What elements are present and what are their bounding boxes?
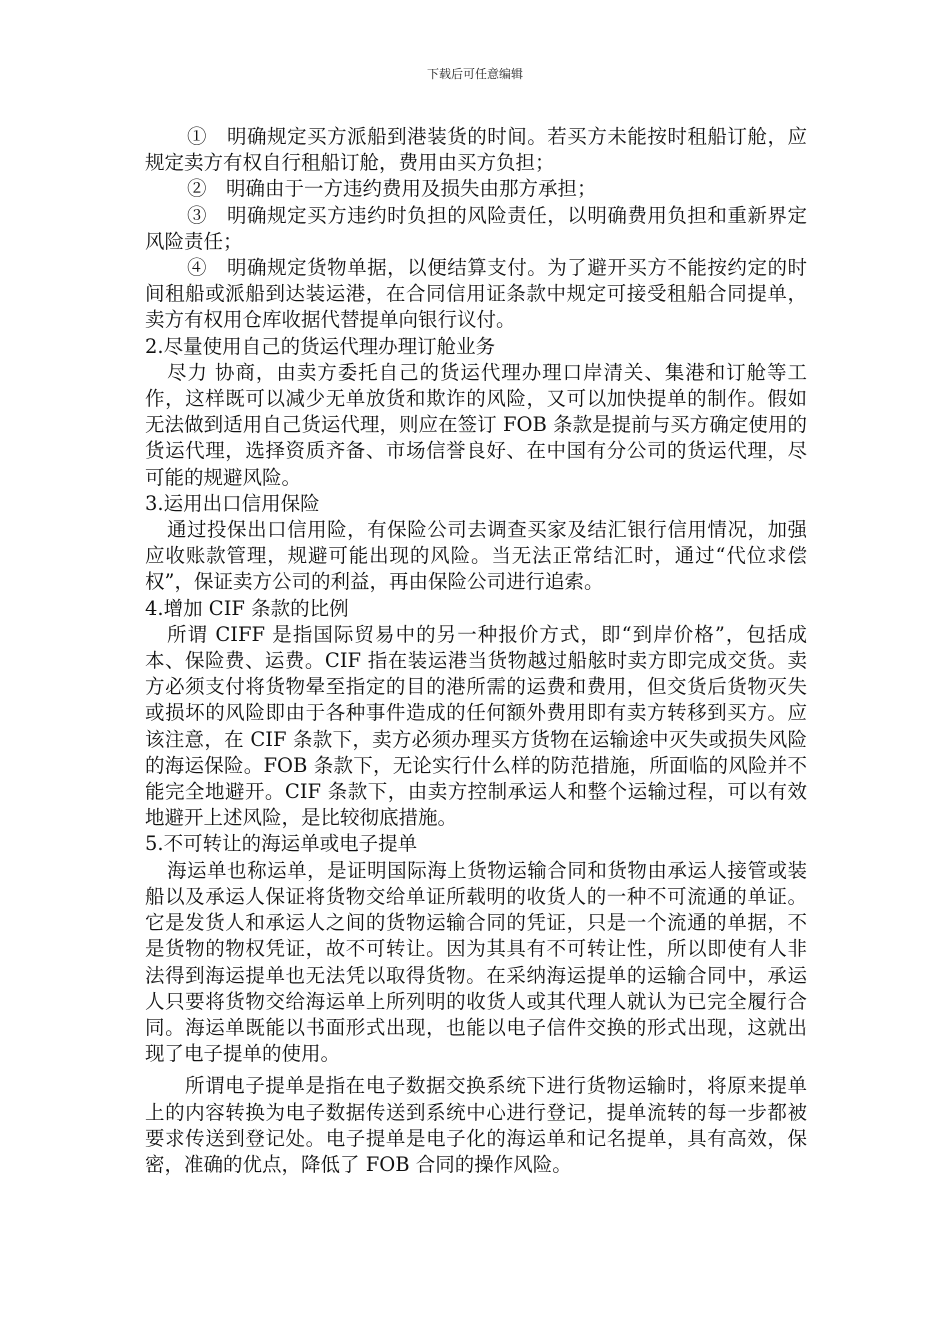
section-heading-4: 4.增加 CIF 条款的比例 (145, 596, 349, 620)
list-item-1: ① 明确规定买方派船到港装货的时间。若买方未能按时租船订舱，应规定卖方有权自行租船订舱，费用由买方负担； (145, 125, 807, 175)
section-heading-5: 5.不可转让的海运单或电子提单 (145, 832, 418, 856)
document-body (145, 124, 807, 1178)
list-item-4: ④ 明确规定货物单据，以便结算支付。为了避开买方不能按约定的时间租船或派船到达装运港，在合同信用证条款中规定可接受租船合同提单，卖方有权用仓库收据代替提单向银行议付。 (145, 256, 807, 332)
paragraph-freight-agent: 尽力 协商，由卖方委托自己的货运代理办理口岸清关、集港和订舱等工作，这样既可以减少无单放货和欺诈的风险，又可以加快提单的制作。假如无法做到适用自己货运代理，则应在签订 FOB 条款是提前与买方确定使用的货运代理，选择资质齐备、市场信誉良好、在中国有分公司的货运代理，尽可能的规避风险。 (145, 360, 807, 489)
page-header: 下载后可任意编辑 (426, 67, 523, 81)
paragraph-electronic-bill: 所谓电子提单是指在电子数据交换系统下进行货物运输时，将原来提单上的内容转换为电子数据传送到系统中心进行登记，提单流转的每一步都被要求传送到登记处。电子提单是电子化的海运单和记名提单，具有高效，保密，准确的优点，降低了 FOB 合同的操作风险。 (145, 1074, 807, 1176)
list-item-2: ② 明确由于一方违约费用及损失由那方承担； (187, 177, 597, 201)
paragraph-sea-waybill: 海运单也称运单，是证明国际海上货物运输合同和货物由承运人接管或装船以及承运人保证将货物交给单证所载明的收货人的一种不可流通的单证。它是发货人和承运人之间的货物运输合同的凭证，只是一个流通的单据，不是货物的物权凭证，故不可转让。因为其具有不可转让性，所以即使有人非法得到海运提单也无法凭以取得货物。在采纳海运提单的运输合同中，承运人只要将货物交给海运单上所列明的收货人或其代理人就认为已完全履行合同。海运单既能以书面形式出现，也能以电子信件交换的形式出现，这就出现了电子提单的使用。 (145, 858, 807, 1066)
paragraph-credit-insurance: 通过投保出口信用险，有保险公司去调查买家及结汇银行信用情况，加强应收账款管理，规避可能出现的风险。当无法正常结汇时，通过“代位求偿权”，保证卖方公司的利益，再由保险公司进行追索。 (145, 518, 807, 594)
paragraph-cif: 所谓 CIFF 是指国际贸易中的另一种报价方式，即“到岸价格”，包括成本、保险费、运费。CIF 指在装运港当货物越过船舷时卖方即完成交货。卖方必须支付将货物晕至指定的目的港所需的运费和费用，但交货后货物灭失或损坏的风险即由于各种事件造成的任何额外费用即有卖方转移到买方。应该注意，在 CIF 条款下，卖方必须办理买方货物在运输途中灭失或损失风险的海运保险。FOB 条款下，无论实行什么样的防范措施，所面临的风险并不能完全地避开。CIF 条款下，由卖方控制承运人和整个运输过程，可以有效地避开上述风险，是比较彻底措施。 (145, 622, 807, 830)
section-heading-3: 3.运用出口信用保险 (145, 491, 320, 515)
list-item-3: ③ 明确规定买方违约时负担的风险责任，以明确费用负担和重新界定风险责任； (145, 203, 807, 253)
section-heading-2: 2.尽量使用自己的货运代理办理订舱业务 (145, 334, 496, 358)
